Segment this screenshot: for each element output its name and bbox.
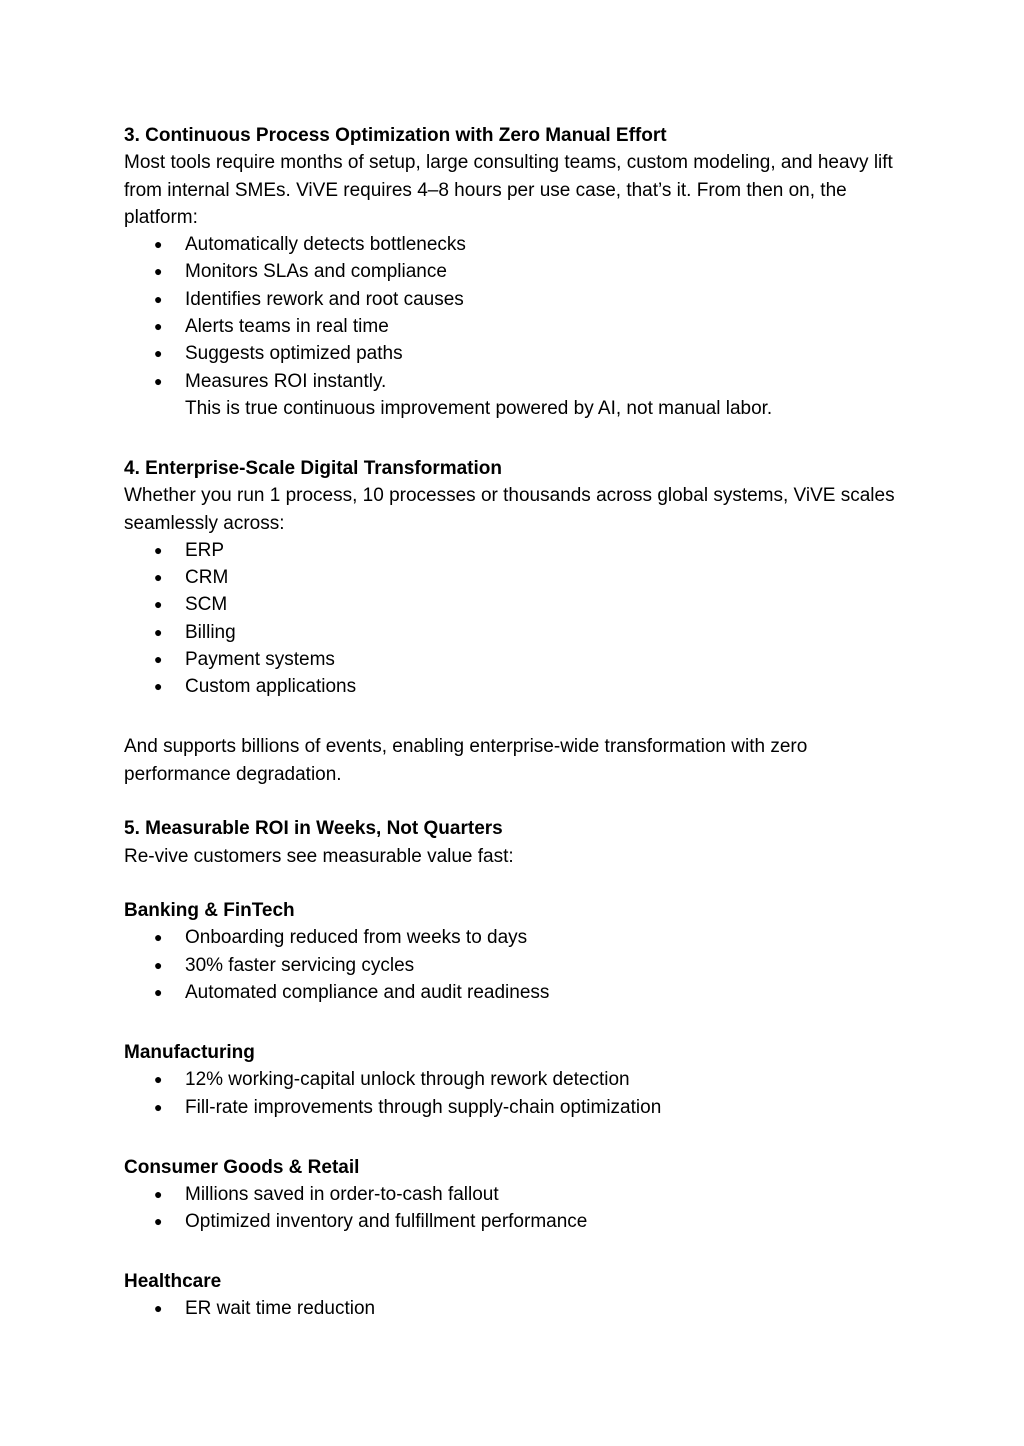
list-item: ● Identifies rework and root causes — [124, 286, 914, 313]
bullet-icon: ● — [154, 290, 163, 307]
bullet-icon: ● — [154, 372, 163, 389]
list-item: ● Automated compliance and audit readiness — [124, 979, 914, 1006]
bullet-icon: ● — [154, 929, 163, 946]
section-closing: And supports billions of events, enabling enterprise-wide transformation with zero performance degradation. — [124, 736, 808, 785]
bullet-icon: ● — [154, 1300, 163, 1317]
bullet-icon: ● — [154, 623, 163, 640]
bullet-icon: ● — [154, 1098, 163, 1115]
list-item: ● ER wait time reduction — [124, 1295, 914, 1322]
list-item: ● Measures ROI instantly. — [124, 368, 914, 395]
list-item: ● Payment systems — [124, 646, 914, 673]
bullet-icon: ● — [154, 318, 163, 335]
bullet-icon: ● — [154, 651, 163, 668]
document-page — [124, 122, 914, 1323]
bullet-icon: ● — [154, 345, 163, 362]
bullet-icon: ● — [154, 956, 163, 973]
list-item: ● CRM — [124, 564, 914, 591]
list-item: ● Alerts teams in real time — [124, 313, 914, 340]
list-item: ● Billing — [124, 619, 914, 646]
list-item: ● 12% working-capital unlock through rework detection — [124, 1066, 914, 1093]
list-item: ● Suggests optimized paths — [124, 340, 914, 367]
list-item: ● 30% faster servicing cycles — [124, 952, 914, 979]
bullet-icon: ● — [154, 1071, 163, 1088]
section-intro: Most tools require months of setup, large consulting teams, custom modeling, and heavy lift from internal SMEs. ViVE requires 4–8 hours per use case, that’s it. From then on, the platform: — [124, 152, 893, 228]
section-heading: 3. Continuous Process Optimization with Zero Manual Effort — [124, 125, 667, 146]
bullet-list — [124, 924, 914, 1006]
list-item: ● Custom applications — [124, 673, 914, 700]
bullet-list — [124, 1295, 914, 1322]
bullet-list — [124, 537, 914, 701]
section-heading: 4. Enterprise-Scale Digital Transformation — [124, 457, 502, 479]
industry-heading: Healthcare — [124, 1271, 222, 1293]
section-heading: 5. Measurable ROI in Weeks, Not Quarters — [124, 818, 503, 840]
list-item: ● SCM — [124, 591, 914, 618]
list-item: ● Fill-rate improvements through supply-chain optimization — [124, 1094, 914, 1121]
section-intro: Re-vive customers see measurable value fast: — [124, 845, 514, 867]
bullet-icon: ● — [154, 263, 163, 280]
bullet-icon: ● — [154, 983, 163, 1000]
list-item: ● Optimized inventory and fulfillment performance — [124, 1208, 914, 1235]
bullet-icon: ● — [154, 236, 163, 253]
industry-heading: Manufacturing — [124, 1041, 255, 1063]
section-intro: Whether you run 1 process, 10 processes or thousands across global systems, ViVE scales seamlessly across: — [124, 485, 895, 534]
list-continuation: This is true continuous improvement powered by AI, not manual labor. — [185, 397, 773, 419]
bullet-icon: ● — [154, 569, 163, 586]
bullet-icon: ● — [154, 1185, 163, 1202]
list-item: ● Millions saved in order-to-cash fallout — [124, 1181, 914, 1208]
bullet-icon: ● — [154, 678, 163, 695]
list-item: ● Automatically detects bottlenecks — [124, 231, 914, 258]
bullet-list — [124, 231, 914, 395]
bullet-icon: ● — [154, 1213, 163, 1230]
bullet-icon: ● — [154, 596, 163, 613]
industry-heading: Banking & FinTech — [124, 900, 295, 922]
list-item: ● ERP — [124, 537, 914, 564]
list-item: ● Onboarding reduced from weeks to days — [124, 924, 914, 951]
list-item: ● Monitors SLAs and compliance — [124, 258, 914, 285]
bullet-list — [124, 1181, 914, 1236]
industry-heading: Consumer Goods & Retail — [124, 1156, 360, 1178]
bullet-icon: ● — [154, 541, 163, 558]
bullet-list — [124, 1066, 914, 1121]
